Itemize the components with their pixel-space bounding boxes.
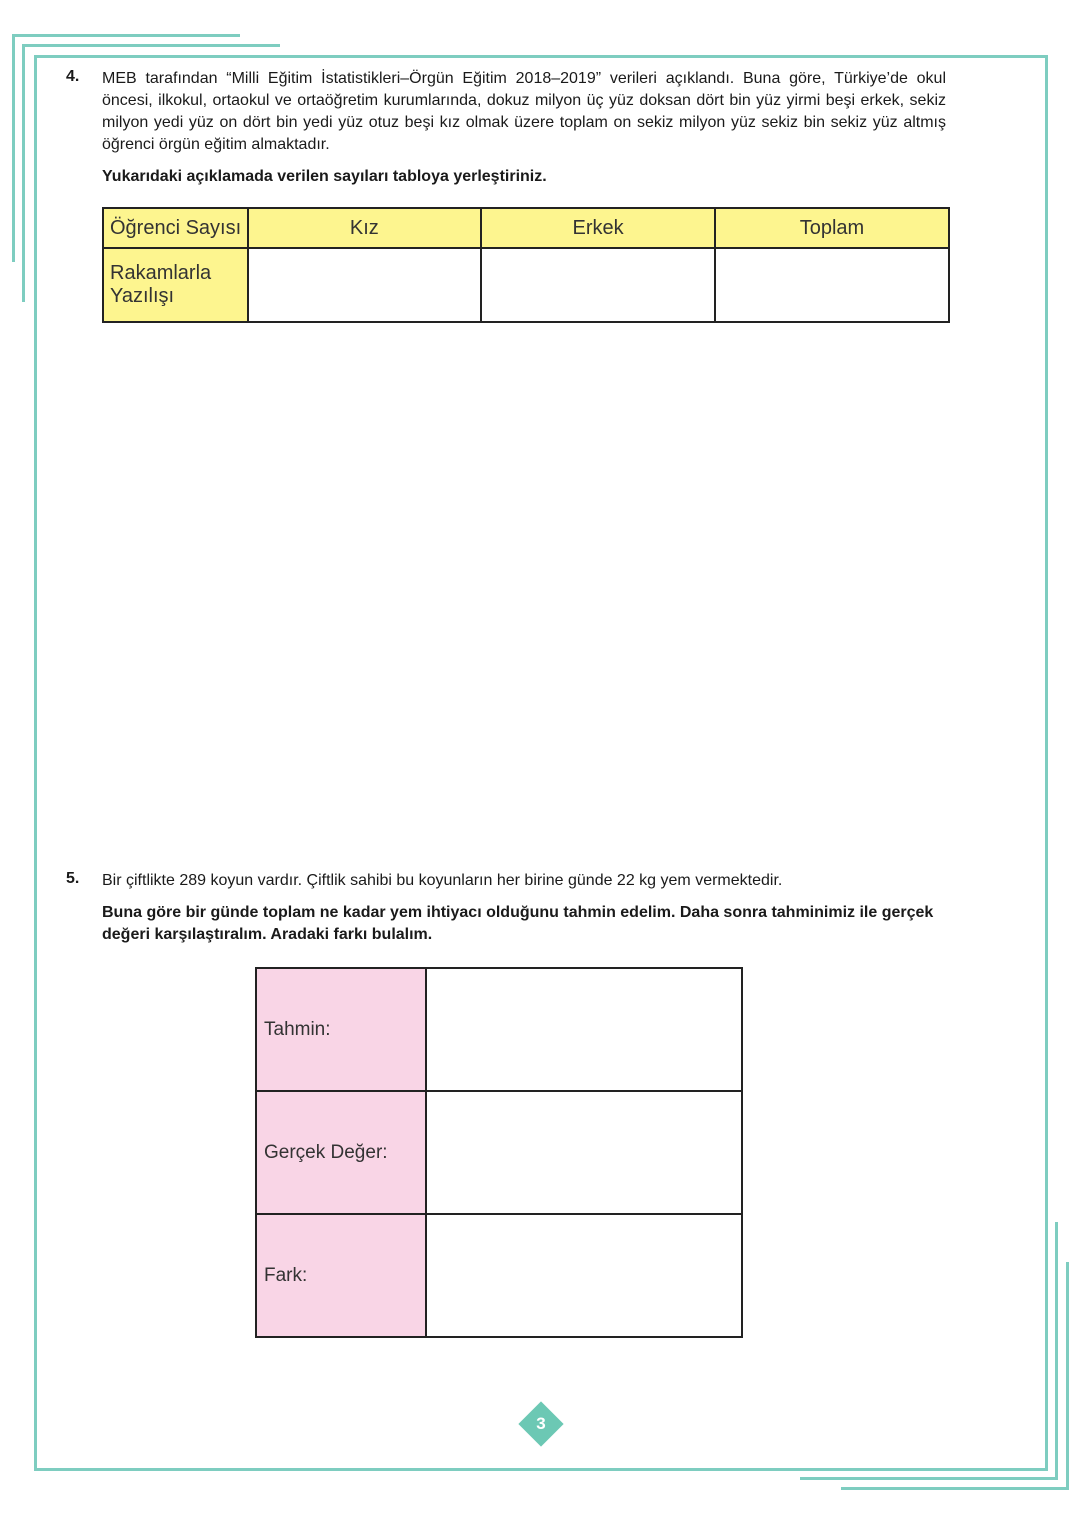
frame-main-right	[1045, 55, 1048, 1471]
question-4-text: MEB tarafından “Milli Eğitim İstatistikleri–Örgün Eğitim 2018–2019” verileri açıklandı. Buna göre, Türkiye’de okul öncesi, ilkokul, ortaokul ve ortaöğretim kurumlarında, dokuz milyon üç yüz doksan dört bin yüz yirmi beşi erkek, sekiz milyon yedi yüz on dört bin yedi yüz otuz beşi kız olmak üzere toplam on sekiz milyon yüz sekiz bin sekiz yüz altmış öğrenci örgün eğitim almaktadır.	[102, 70, 946, 153]
question-4	[66, 68, 946, 188]
table-row	[256, 1214, 742, 1337]
header-erkek: Erkek	[481, 208, 715, 248]
frame-br-bottom1	[800, 1477, 1058, 1480]
frame-mid-left	[22, 44, 25, 302]
cell-tahmin-answer[interactable]	[426, 968, 742, 1091]
question-4-number: 4.	[66, 68, 80, 85]
table-row	[103, 248, 949, 322]
header-kiz: Kız	[248, 208, 482, 248]
label-fark: Fark:	[256, 1214, 426, 1337]
cell-fark-answer[interactable]	[426, 1214, 742, 1337]
question-5	[66, 870, 946, 946]
header-ogrenci-sayisi: Öğrenci Sayısı	[103, 208, 248, 248]
frame-mid-top	[22, 44, 280, 47]
frame-main-top	[34, 55, 1048, 58]
question-5-instruction: Buna göre bir günde toplam ne kadar yem ihtiyacı olduğunu tahmin edelim. Daha sonra tahminimiz ile gerçek değeri karşılaştıralım. Aradaki farkı bulalım.	[102, 904, 934, 943]
cell-kiz-answer[interactable]	[248, 248, 482, 322]
label-tahmin: Tahmin:	[256, 968, 426, 1091]
frame-br-right1	[1055, 1222, 1058, 1479]
header-toplam: Toplam	[715, 208, 949, 248]
table-row	[256, 968, 742, 1091]
frame-outer-left	[12, 34, 15, 262]
estimation-table	[255, 967, 743, 1338]
frame-outer-top	[12, 34, 240, 37]
table-row	[256, 1091, 742, 1214]
frame-br-bottom2	[841, 1487, 1069, 1490]
student-count-table	[102, 207, 950, 323]
frame-br-right2	[1066, 1262, 1069, 1490]
question-5-number: 5.	[66, 870, 80, 887]
page-number: 3	[536, 1414, 546, 1433]
label-gercek-deger: Gerçek Değer:	[256, 1091, 426, 1214]
cell-toplam-answer[interactable]	[715, 248, 949, 322]
cell-erkek-answer[interactable]	[481, 248, 715, 322]
cell-gercek-deger-answer[interactable]	[426, 1091, 742, 1214]
frame-main-bottom	[34, 1468, 1048, 1471]
table-header-row	[103, 208, 949, 248]
row-label-rakamlarla: Rakamlarla Yazılışı	[103, 248, 248, 322]
frame-main-left	[34, 55, 37, 1471]
question-4-instruction: Yukarıdaki açıklamada verilen sayıları tabloya yerleştiriniz.	[102, 168, 547, 185]
question-5-text: Bir çiftlikte 289 koyun vardır. Çiftlik sahibi bu koyunların her birine günde 22 kg yem vermektedir.	[102, 872, 783, 889]
